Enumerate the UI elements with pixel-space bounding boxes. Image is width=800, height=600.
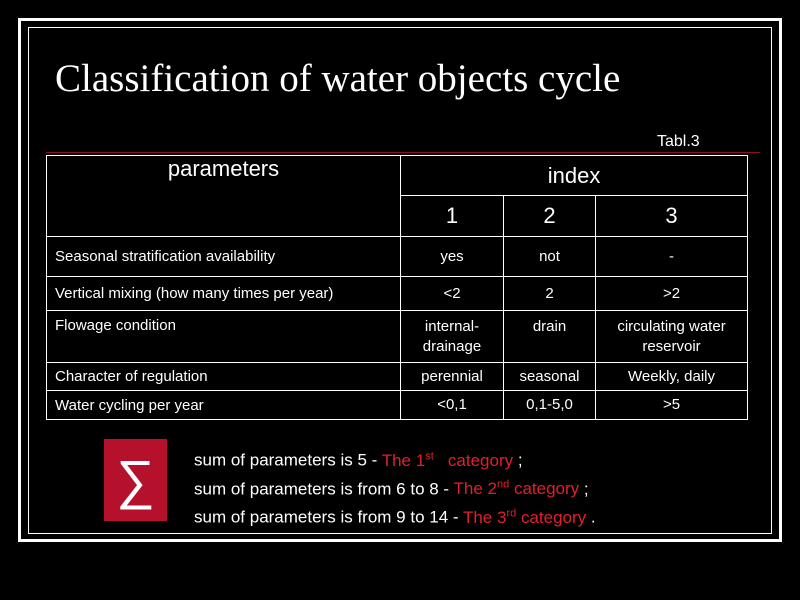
cell-value: Weekly, daily <box>596 363 748 391</box>
category-word: category <box>509 479 580 499</box>
cell-value: circulating water reservoir <box>596 311 748 363</box>
table-row <box>47 311 748 363</box>
cell-value: perennial <box>401 363 504 391</box>
index-2: 2 <box>504 196 596 237</box>
table-row <box>47 363 748 391</box>
sigma-symbol: ∑ <box>116 450 155 510</box>
category-word: category <box>516 507 587 527</box>
cell-value: <0,1 <box>401 391 504 420</box>
index-3: 3 <box>596 196 748 237</box>
cell-value: not <box>504 237 596 277</box>
header-parameters: parameters <box>47 156 401 237</box>
sigma-icon <box>104 439 167 521</box>
table-label: Tabl.3 <box>657 133 700 150</box>
ordinal-suffix: rd <box>506 507 517 520</box>
ordinal-suffix: st <box>425 450 434 462</box>
note-text: sum of parameters is from 9 to 14 - <box>194 507 463 527</box>
category-label: The 2 <box>453 479 497 499</box>
note-text: sum of parameters is 5 - <box>194 450 382 470</box>
cell-value: >5 <box>596 391 748 420</box>
ordinal-suffix: nd <box>496 478 510 491</box>
note-end: . <box>586 507 596 527</box>
parameter-name: Water cycling per year <box>47 391 401 420</box>
cell-value: 0,1-5,0 <box>504 391 596 420</box>
cell-value: <2 <box>401 277 504 311</box>
classification-table <box>46 155 748 420</box>
parameter-name: Vertical mixing (how many times per year) <box>47 277 401 311</box>
cell-value: - <box>596 237 748 277</box>
cell-value: yes <box>401 237 504 277</box>
parameter-name: Character of regulation <box>47 363 401 391</box>
category-label: The 3 <box>462 507 507 527</box>
header-index: index <box>401 156 748 196</box>
cell-value: >2 <box>596 277 748 311</box>
note-line <box>194 473 596 502</box>
note-line <box>194 501 596 530</box>
table-row <box>47 237 748 277</box>
cell-value: seasonal <box>504 363 596 391</box>
category-label: The 1 <box>381 450 426 470</box>
category-notes <box>194 444 596 530</box>
index-1: 1 <box>401 196 504 237</box>
parameter-name: Flowage condition <box>47 311 401 363</box>
slide-title: Classification of water objects cycle <box>55 57 621 100</box>
note-end: ; <box>579 479 589 499</box>
table-row <box>47 277 748 311</box>
note-text: sum of parameters is from 6 to 8 - <box>194 479 454 499</box>
cell-value: drain <box>504 311 596 363</box>
note-line <box>194 444 596 473</box>
cell-value: 2 <box>504 277 596 311</box>
note-end: ; <box>513 450 523 470</box>
category-word: category <box>433 450 514 470</box>
parameter-name: Seasonal stratification availability <box>47 237 401 277</box>
table-row <box>47 391 748 420</box>
cell-value: internal-drainage <box>401 311 504 363</box>
divider-rule <box>46 152 760 153</box>
